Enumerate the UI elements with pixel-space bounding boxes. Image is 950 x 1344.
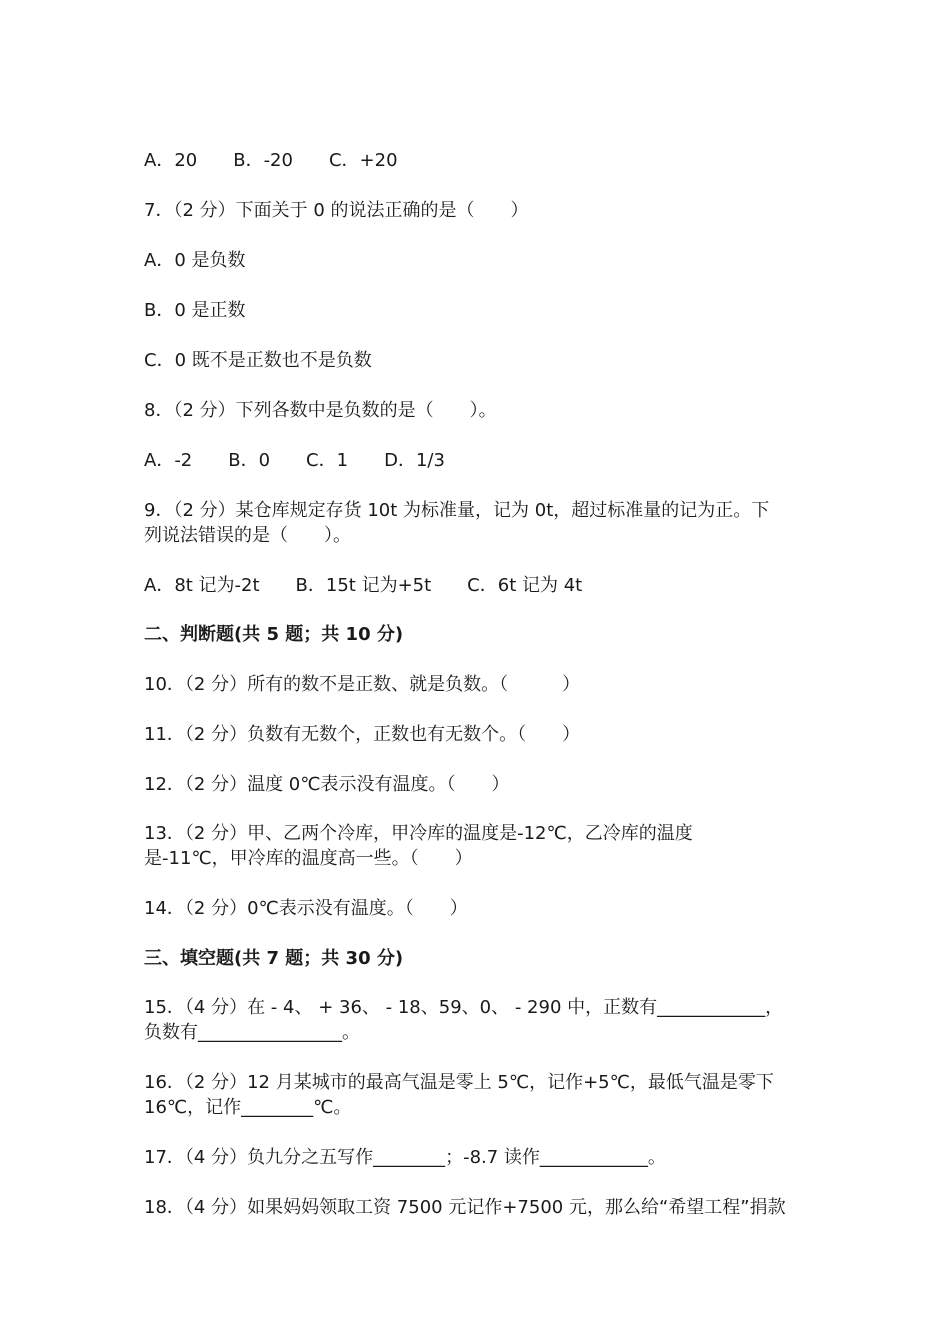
q16-stem-line1: 16．（2 分）12 月某城市的最高气温是零上 5℃，记作+5℃，最低气温是零下 [144, 1072, 774, 1093]
q17-stem: 17．（4 分）负九分之五写作________；-8.7 读作____________。 [144, 1147, 666, 1168]
q18-stem: 18．（4 分）如果妈妈领取工资 7500 元记作+7500 元，那么给“希望工程”捐款 [144, 1197, 786, 1218]
q10-stem: 10．（2 分）所有的数不是正数、就是负数。（ ） [144, 674, 581, 695]
q13-stem-line1: 13．（2 分）甲、乙两个冷库，甲冷库的温度是-12℃，乙冷库的温度 [144, 823, 693, 844]
q8-stem: 8．（2 分）下列各数中是负数的是（ ）。 [144, 400, 497, 421]
q12-stem: 12．（2 分）温度 0℃表示没有温度。（ ） [144, 774, 510, 795]
q15-stem-line2: 负数有________________。 [144, 1022, 360, 1043]
q13-stem-line2: 是-11℃，甲冷库的温度高一些。（ ） [144, 848, 473, 869]
q14-stem: 14．（2 分）0℃表示没有温度。（ ） [144, 898, 468, 919]
section-heading-2: 二、判断题(共 5 题；共 10 分) [144, 624, 404, 645]
q11-stem: 11．（2 分）负数有无数个，正数也有无数个。（ ） [144, 724, 581, 745]
q15-stem-line1: 15．（4 分）在 - 4、 + 36、 - 18、59、0、 - 290 中，正数有____________， [144, 997, 784, 1018]
q9-stem-line1: 9．（2 分）某仓库规定存货 10t 为标准量，记为 0t，超过标准量的记为正。下 [144, 500, 770, 521]
q7-option-c: C．0 既不是正数也不是负数 [144, 350, 372, 371]
q7-option-a: A．0 是负数 [144, 250, 246, 271]
q6-options: A．20 B．-20 C．+20 [144, 150, 398, 171]
q7-stem: 7．（2 分）下面关于 0 的说法正确的是（ ） [144, 200, 529, 221]
q9-options: A．8t 记为-2t B．15t 记为+5t C．6t 记为 4t [144, 575, 583, 596]
q9-stem-line2: 列说法错误的是（ ）。 [144, 525, 351, 546]
q7-option-b: B．0 是正数 [144, 300, 246, 321]
section-heading-3: 三、填空题(共 7 题；共 30 分) [144, 948, 404, 969]
q16-stem-line2: 16℃，记作________℃。 [144, 1097, 352, 1118]
q8-options: A．-2 B．0 C．1 D．1/3 [144, 450, 445, 471]
